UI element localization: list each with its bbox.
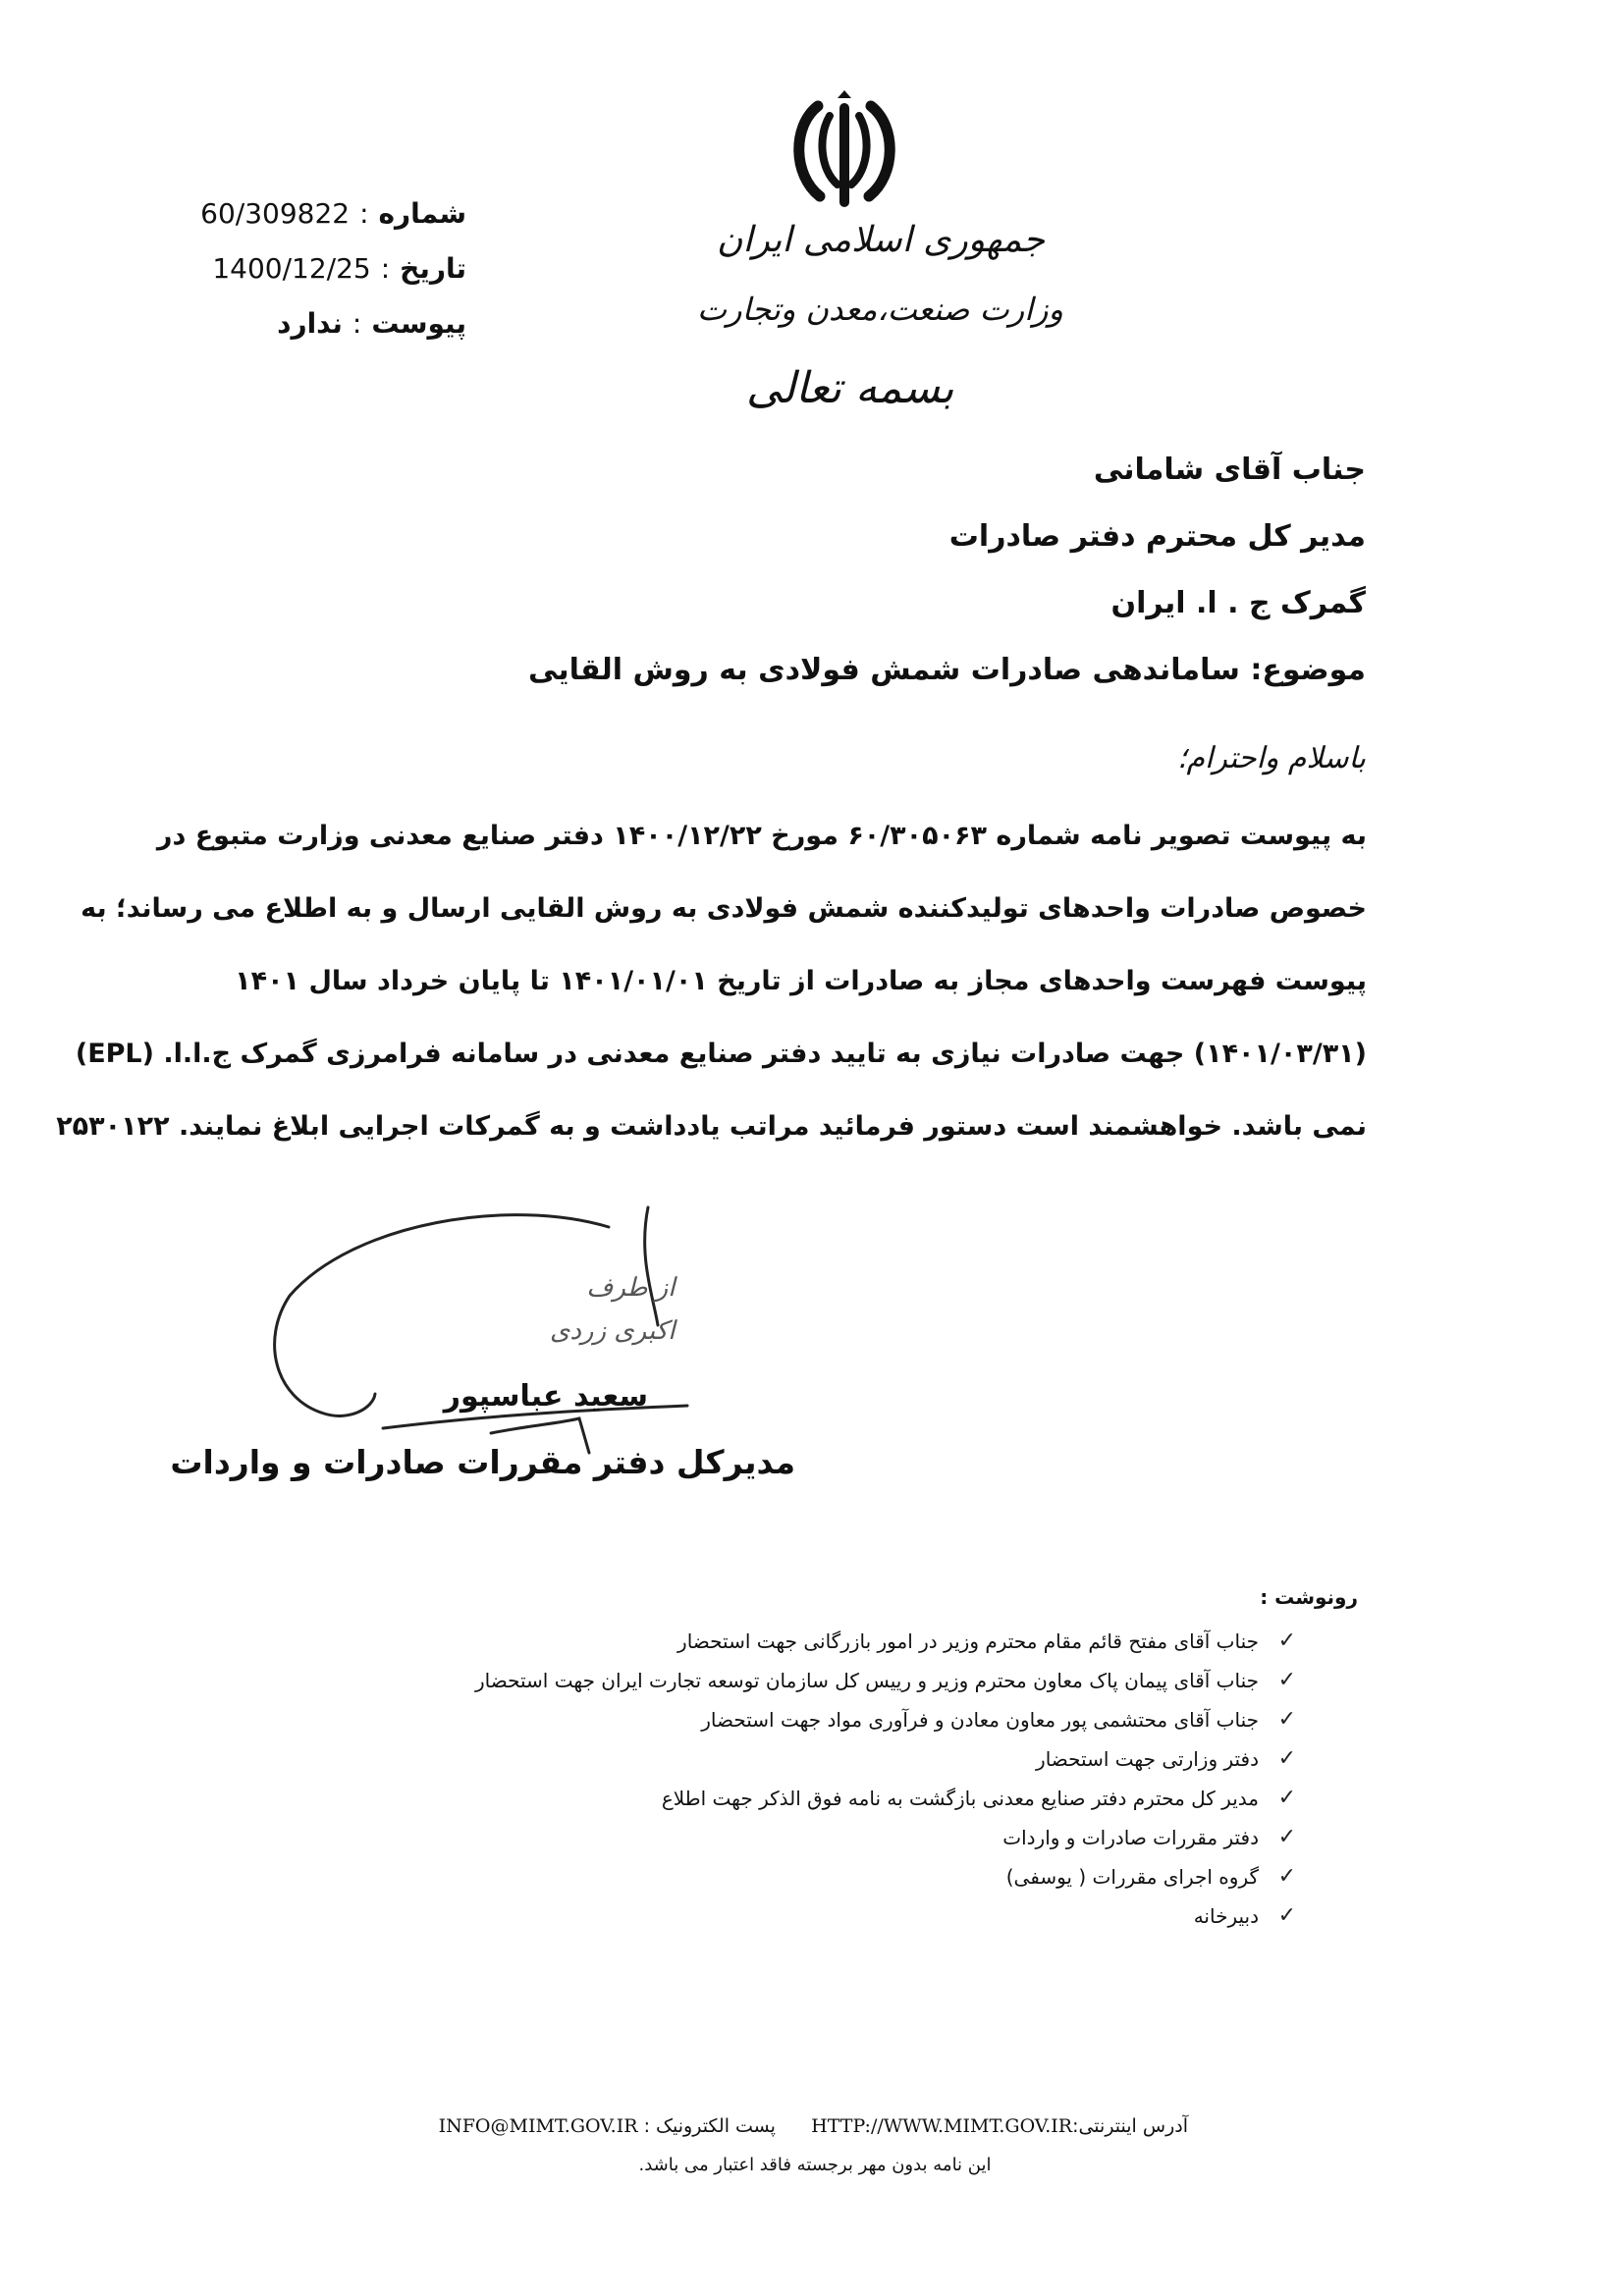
check-icon: ✓ (1277, 1903, 1296, 1928)
copy-recipient: دبیرخانه (1193, 1904, 1259, 1928)
list-item (412, 1779, 1296, 1818)
addressee-name: جناب آقای شامانی (1093, 453, 1366, 487)
letter-attachment-row (191, 296, 466, 351)
list-item (412, 1700, 1296, 1739)
letter-subject: موضوع: ساماندهی صادرات شمش فولادی به روش القایی (528, 653, 1366, 687)
ministry-heading: وزارت صنعت،معدن وتجارت (697, 291, 1063, 328)
republic-heading: جمهوری اسلامی ایران (717, 220, 1045, 260)
list-item (412, 1896, 1296, 1936)
check-icon: ✓ (1277, 1707, 1296, 1732)
check-icon: ✓ (1277, 1864, 1296, 1889)
list-item (412, 1818, 1296, 1857)
letter-number-row (191, 187, 466, 241)
handwritten-note-line: از طرف (586, 1273, 676, 1303)
check-icon: ✓ (1277, 1825, 1296, 1849)
body-line: (۱۴۰۱/۰۳/۳۱) جهت صادرات نیازی به تایید دفتر صنایع معدنی در سامانه فرامرزی گمرک ج.ا.ا. (EPL) (75, 1039, 1367, 1069)
list-item (412, 1857, 1296, 1896)
copy-recipient: جناب آقای محتشمی پور معاون معادن و فرآوری مواد جهت استحضار (701, 1708, 1259, 1732)
check-icon: ✓ (1277, 1746, 1296, 1771)
copy-recipient: جناب آقای پیمان پاک معاون محترم وزیر و رییس کل سازمان توسعه تجارت ایران جهت استحضار (475, 1669, 1259, 1692)
check-icon: ✓ (1277, 1668, 1296, 1692)
body-line: نمی باشد. خواهشمند است دستور فرمائید مراتب یادداشت و به گمرکات اجرایی ابلاغ نمایند. ۲۵۳۰۱۲۲ (56, 1111, 1367, 1142)
list-item (412, 1739, 1296, 1779)
letter-attachment-value: ندارد (277, 307, 343, 340)
copy-recipient: جناب آقای مفتح قائم مقام محترم وزیر در امور بازرگانی جهت استحضار (677, 1629, 1259, 1653)
copy-recipient: گروه اجرای مقررات ( یوسفی) (1005, 1865, 1259, 1889)
signer-name: سعید عباسپور (443, 1379, 648, 1414)
greeting: باسلام واحترام؛ (1176, 741, 1366, 775)
letter-attachment-label: پیوست (371, 307, 466, 340)
footer-web-link[interactable]: HTTP://WWW.MIMT.GOV.IR (811, 2115, 1073, 2137)
footer-notice: این نامه بدون مهر برجسته فاقد اعتبار می باشد. (638, 2155, 992, 2175)
copy-recipient: مدیر کل محترم دفتر صنایع معدنی بازگشت به نامه فوق الذکر جهت اطلاع (661, 1787, 1259, 1810)
footer-email-link[interactable]: INFO@MIMT.GOV.IR (438, 2115, 638, 2137)
copies-title: رونوشت : (1260, 1585, 1358, 1609)
letter-number-label: شماره (378, 197, 466, 230)
colon: : (359, 197, 369, 230)
list-item (412, 1622, 1296, 1661)
addressee-organization: گمرک ج . ا. ایران (1110, 586, 1366, 620)
copies-list (412, 1622, 1296, 1936)
copy-recipient: دفتر وزارتی جهت استحضار (1036, 1747, 1259, 1771)
letter-date-label: تاریخ (400, 252, 466, 285)
letter-meta (191, 187, 466, 351)
colon: : (380, 252, 391, 285)
basmala: بسمه تعالی (746, 363, 954, 413)
letter-date-row (191, 241, 466, 296)
letter-body (56, 800, 1367, 1163)
body-line: خصوص صادرات واحدهای تولیدکننده شمش فولادی به روش القایی ارسال و به اطلاع می رساند؛ به (81, 893, 1367, 924)
letter-number-value: 60/309822 (200, 197, 351, 230)
addressee-block (286, 437, 1366, 704)
signer-title: مدیرکل دفتر مقررات صادرات و واردات (170, 1443, 795, 1481)
body-line: پیوست فهرست واحدهای مجاز به صادرات از تاریخ ۱۴۰۱/۰۱/۰۱ تا پایان خرداد سال ۱۴۰۱ (235, 966, 1367, 996)
list-item (412, 1661, 1296, 1700)
addressee-position: مدیر کل محترم دفتر صادرات (948, 519, 1366, 554)
check-icon: ✓ (1277, 1629, 1296, 1653)
body-line: به پیوست تصویر نامه شماره ۶۰/۳۰۵۰۶۳ مورخ ۱۴۰۰/۱۲/۲۲ دفتر صنایع معدنی وزارت متبوع در (156, 821, 1367, 851)
iran-emblem-icon (781, 86, 908, 214)
footer-contact (438, 2115, 1188, 2137)
footer-email-label: پست الکترونیک : (643, 2115, 776, 2137)
handwritten-note (550, 1266, 675, 1353)
footer-web-label: آدرس اینترنتی: (1072, 2115, 1188, 2137)
letter-date-value: 1400/12/25 (212, 252, 371, 285)
copy-recipient: دفتر مقررات صادرات و واردات (1002, 1826, 1259, 1849)
check-icon: ✓ (1277, 1786, 1296, 1810)
colon: : (352, 307, 362, 340)
handwritten-note-line: اکبری زردی (550, 1316, 676, 1346)
